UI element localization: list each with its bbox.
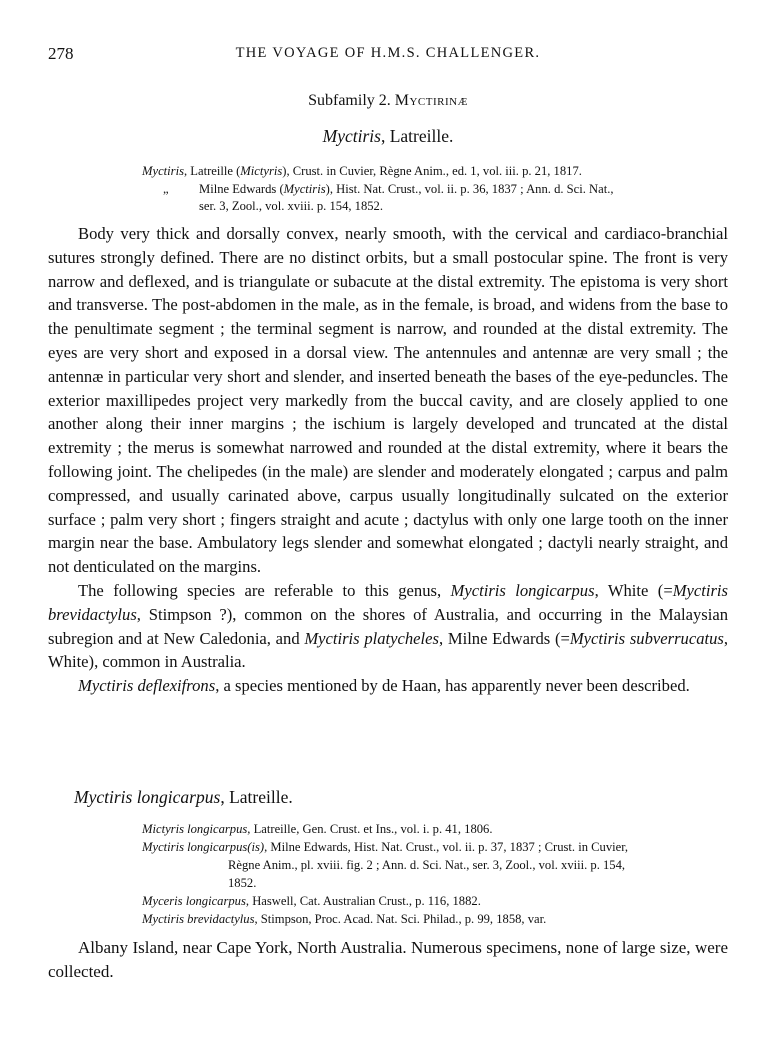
species-author: , Latreille. [220,787,293,807]
species-reference-continuation: Règne Anim., pl. xviii. fig. 2 ; Ann. d. Sci. Nat., ser. 3, Zool., vol. xviii. p. 154, [228,858,626,872]
genus-reference: Milne Edwards (Myctiris), Hist. Nat. Crust., vol. ii. p. 36, 1837 ; Ann. d. Sci. Nat., [199,182,614,196]
species-reference-continuation: 1852. [228,876,257,890]
description-paragraph: Body very thick and dorsally convex, nearly smooth, with the cervical and cardiaco-branchial sutures strongly defined. There are no distinct orbits, but a small postocular spine. The front is very narrow and deflexed, and is triangulate or subacute at the distal extremity. The epistoma is very short and transverse. The post-abdomen in the male, as in the female, is broad, and widens from the base to the penultimate segment ; the terminal segment is narrow, and rounded at the distal extremity. The eyes are very short and exposed in a dorsal view. The antennules and antennæ are very small ; the antennæ in particular very short and slender, and inserted beneath the bases of the eye-peduncles. The exterior maxillipedes project very markedly from the buccal cavity, and are closely applied to one another along their inner margins ; the ischium is largely developed and truncated at the distal extremity ; the merus is somewhat narrowed and rounded at the distal extremity, where it bears the following joint. The chelipedes (in the male) are slender and moderately elongated ; carpus and palm compressed, and usually carinated above, carpus usually longitudinally sulcated on the exterior surface ; palm very short ; fingers straight and acute ; dactylus with only one large tooth on the inner margin near the base. Ambulatory legs slender and somewhat elongated ; dactyli nearly straight, and not denticulated on the margins. [48,224,728,577]
species-list-paragraph: The following species are referable to this genus, Myctiris longicarpus, White (=Myctiris brevidactylus, Stimpson ?), common on the shores of Australia, and occurring in the Malaysian subregion and at New Caledonia, and Myctiris platycheles, Milne Edwards (=Myctiris subverrucatus, White), common in Australia. [48,580,729,672]
locality-paragraph: Albany Island, near Cape York, North Australia. Numerous specimens, none of large size, were collected. [48,938,728,981]
species-reference: Myctiris longicarpus(is), Milne Edwards, Hist. Nat. Crust., vol. ii. p. 37, 1837 ; Crust. in Cuvier, [142,840,629,854]
ditto-mark: „ [163,182,169,196]
species-reference: Myceris longicarpus, Haswell, Cat. Australian Crust., p. 116, 1882. [142,894,481,908]
species-reference: Myctiris brevidactylus, Stimpson, Proc. Acad. Nat. Sci. Philad., p. 99, 1858, var. [142,912,547,926]
running-header [48,44,728,68]
species-heading [74,787,293,808]
genus-reference-continuation: ser. 3, Zool., vol. xviii. p. 154, 1852. [199,199,384,213]
subfamily-prefix: Subfamily 2. [308,92,395,109]
genus-name: Myctiris [322,126,381,146]
genus-description [48,222,728,698]
species-reference: Mictyris longicarpus, Latreille, Gen. Crust. et Ins., vol. i. p. 41, 1806. [142,822,493,836]
running-title: THE VOYAGE OF H.M.S. CHALLENGER. [235,45,541,61]
subfamily-heading [0,92,776,110]
species-name: Myctiris longicarpus [74,787,221,807]
genus-heading [0,126,776,147]
genus-author: , Latreille. [380,126,454,146]
subfamily-name: Myctirinæ [394,92,468,109]
genus-reference: Myctiris, Latreille (Mictyris), Crust. in Cuvier, Règne Anim., ed. 1, vol. iii. p. 21, 1817. [142,164,582,178]
deflexifrons-paragraph: Myctiris deflexifrons, a species mentioned by de Haan, has apparently never been described. [78,676,690,696]
page-number: 278 [48,44,74,63]
